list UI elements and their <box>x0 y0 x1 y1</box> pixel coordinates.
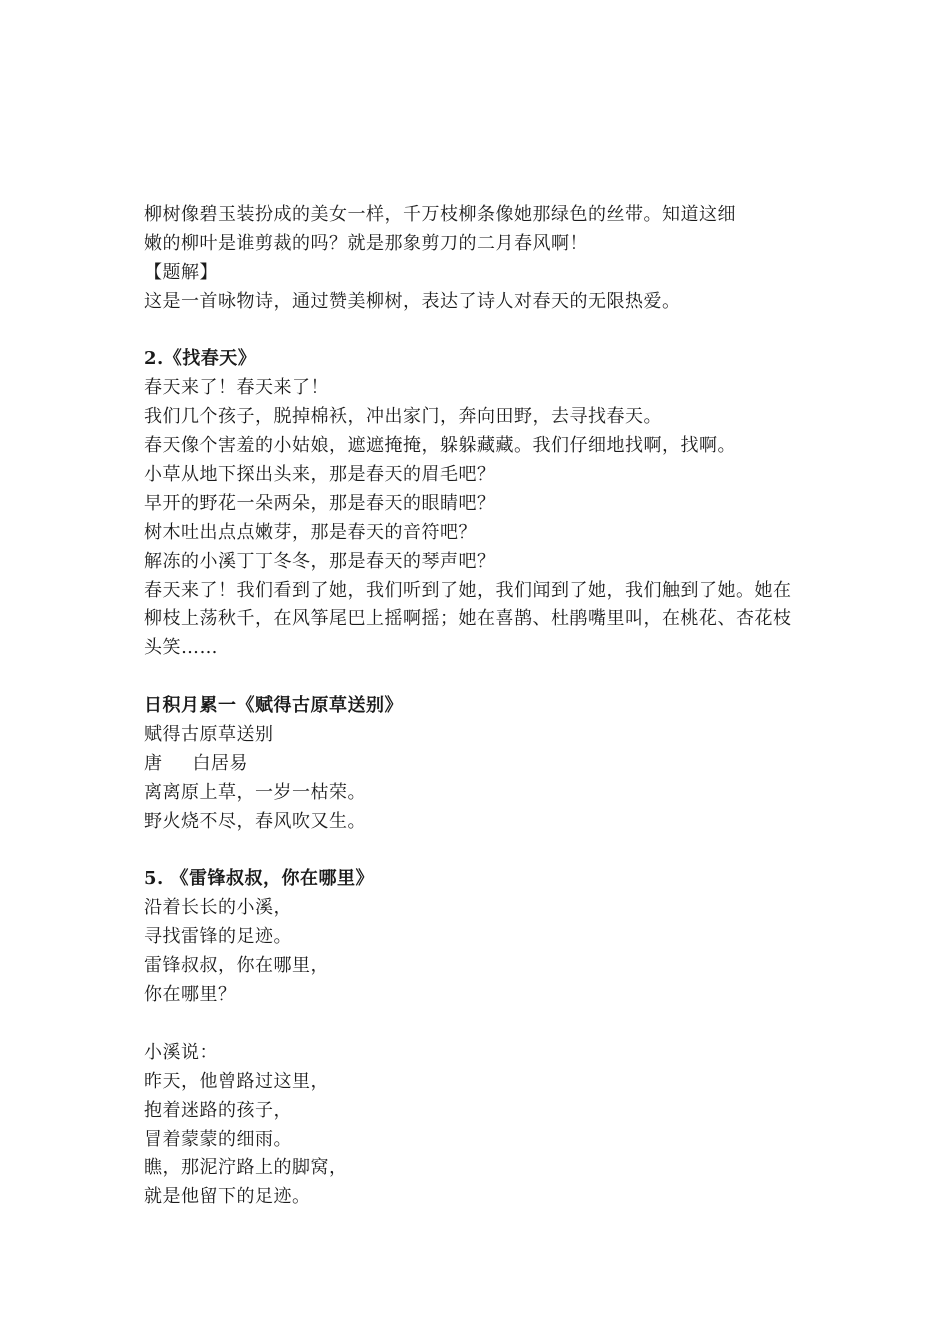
text-line: 解冻的小溪丁丁冬冬，那是春天的琴声吧？ <box>144 550 496 572</box>
poem-line: 沿着长长的小溪， <box>144 897 292 919</box>
poem-line: 离离原上草，一岁一枯荣。 <box>144 781 366 803</box>
section-heading: 5. 《雷锋叔叔，你在哪里》 <box>144 868 375 890</box>
section-zhao-chuntian <box>144 345 814 663</box>
poem-title: 赋得古原草送别 <box>144 724 274 746</box>
text-line: 【题解】 <box>144 261 218 283</box>
spacer <box>144 837 814 866</box>
spacer <box>144 317 814 346</box>
section-liushu-explanation <box>144 201 814 317</box>
poem-line: 抱着迷路的孩子， <box>144 1099 292 1121</box>
spacer <box>144 1010 814 1039</box>
poem-author: 白居易 <box>192 752 248 774</box>
poem-line: 瞧，那泥泞路上的脚窝， <box>144 1157 348 1179</box>
poem-line: 昨天，他曾路过这里， <box>144 1070 329 1092</box>
text-line: 这是一首咏物诗，通过赞美柳树，表达了诗人对春天的无限热爱。 <box>144 290 681 312</box>
poem-line: 寻找雷锋的足迹。 <box>144 926 292 948</box>
spacer <box>144 663 814 692</box>
text-line: 头笑…… <box>144 637 218 659</box>
poem-line: 雷锋叔叔，你在哪里， <box>144 955 329 977</box>
text-line: 我们几个孩子，脱掉棉袄，冲出家门，奔向田野，去寻找春天。 <box>144 406 662 428</box>
text-line: 春天来了！我们看到了她，我们听到了她，我们闻到了她，我们触到了她。她在 <box>144 579 792 601</box>
text-line: 春天来了！春天来了！ <box>144 377 329 399</box>
text-line: 柳枝上荡秋千，在风筝尾巴上摇啊摇；她在喜鹊、杜鹃嘴里叫，在桃花、杏花枝 <box>144 608 792 630</box>
poem-dynasty: 唐 <box>144 752 163 774</box>
poem-line: 冒着蒙蒙的细雨。 <box>144 1128 292 1150</box>
text-line: 早开的野花一朵两朵，那是春天的眼睛吧？ <box>144 492 496 514</box>
poem-attribution <box>144 750 814 779</box>
poem-line: 野火烧不尽，春风吹又生。 <box>144 810 366 832</box>
section-leifeng-shushu <box>144 865 814 1212</box>
poem-line: 你在哪里？ <box>144 984 237 1006</box>
poem-line: 就是他留下的足迹。 <box>144 1186 311 1208</box>
text-line: 嫩的柳叶是谁剪裁的吗？就是那象剪刀的二月春风啊！ <box>144 232 588 254</box>
section-heading: 日积月累一《赋得古原草送别》 <box>144 695 403 717</box>
text-line: 春天像个害羞的小姑娘，遮遮掩掩，躲躲藏藏。我们仔细地找啊，找啊。 <box>144 435 736 457</box>
text-line: 树木吐出点点嫩芽，那是春天的音符吧？ <box>144 521 477 543</box>
section-heading: 2.《找春天》 <box>144 348 257 370</box>
text-line: 小草从地下探出头来，那是春天的眉毛吧？ <box>144 464 496 486</box>
text-line: 柳树像碧玉装扮成的美女一样，千万枝柳条像她那绿色的丝带。知道这细 <box>144 204 736 225</box>
section-fude-guyuancao <box>144 692 814 836</box>
poem-line: 小溪说： <box>144 1041 218 1063</box>
document-page <box>144 201 814 1212</box>
